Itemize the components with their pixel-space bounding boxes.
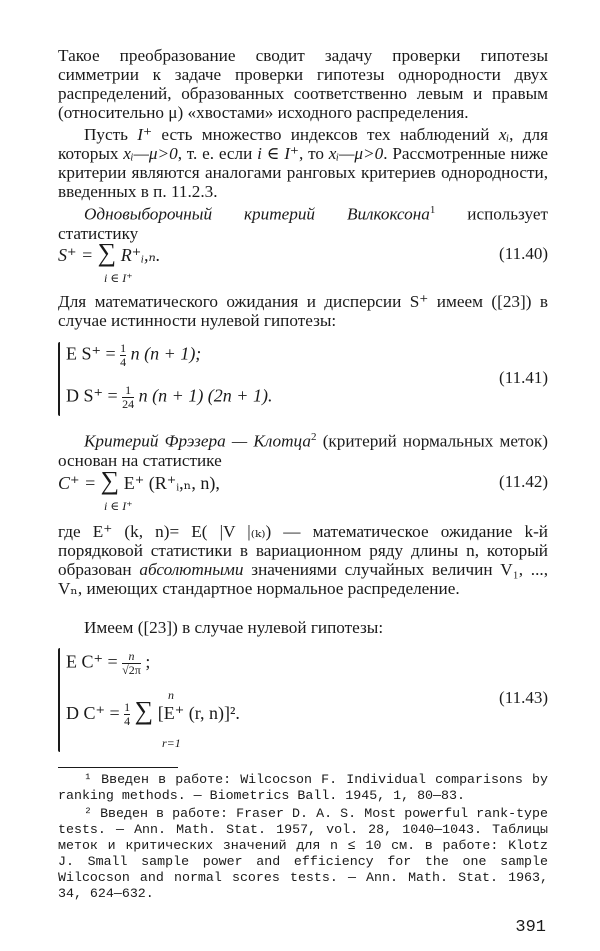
fraction: $\frac{n}{√2\pi}$ [122,649,141,677]
equation-11-42 [58,468,548,518]
equation-number: (11.41) [499,368,548,387]
sum-subscript: i ∈ I⁺ [104,271,133,285]
equation-lhs: S⁺ = [58,245,98,265]
math-inline: xᵢ [498,125,510,144]
equation-line-1: E C⁺ = $\frac{n}{√2\pi}$ ; [66,649,151,677]
equation-line-2: D C⁺ = $\frac{1}{4}$ ∑ [E⁺ (r, n)]². [66,696,240,729]
text-run: (критерий нормальных меток) основан на статистике [58,431,549,470]
equation-lhs: C⁺ = [58,473,101,493]
equation-number: (11.43) [499,688,548,707]
footnote-separator [58,767,178,768]
emphasis: абсолютными [139,560,244,579]
equation-term: E⁺ (R⁺ᵢ,ₙ, n), [123,473,220,493]
equation-line-1: E S⁺ = $\frac{1}{4}$ n (n + 1); [66,341,202,369]
text-run: использует статистику [58,204,548,243]
paragraph-expectation-definition [58,522,548,598]
system-brace [58,648,60,752]
text-run: , т. е. если [177,144,258,163]
equation-number: (11.42) [499,472,548,491]
sum-lower-limit: r=1 [162,736,181,750]
footnote-1 [58,772,548,804]
paragraph-null-hypothesis [58,618,548,637]
paragraph-index-set [58,125,548,201]
text-run: где E⁺ (k, n)= E( |V |₍ₖ₎) — математическое ожидание k-й порядковой статистики в вариационном ряду длины n, который образован [58,522,548,579]
equation-11-40 [58,240,548,290]
paragraph-symmetry-reduction [58,46,548,122]
footnote-text: ¹ Введен в работе: Wilcocson F. Individual comparisons by ranking methods. — Biometrics Ball. 1945, 1, 80—83. [58,772,548,803]
text-run: значениями случайных величин V₁, ..., Vₙ, имеющих стандартное нормальное распределение. [58,560,548,598]
fraction: $\frac{1}{4}$ [124,700,131,729]
paragraph-wilcoxon-intro [58,201,548,243]
text-run: . Рассмотренные ниже критерии являются аналогами ранговых критериев однородности, введенных в п. 11.2.3. [58,144,548,201]
term-wilcoxon: Одновыборочный критерий Вилкоксона [84,204,430,224]
fraction: $\frac{1}{4}$ [120,341,127,369]
paragraph-text: Для математического ожидания и дисперсии S⁺ имеем ([23]) в случае истинности нулевой гипотезы: [58,292,548,330]
equation-11-43 [58,644,548,756]
text-run: , для которых [58,125,548,163]
footnote-text: ² Введен в работе: Fraser D. A. S. Most powerful rank-type tests. — Ann. Math. Stat. 1957, vol. 28, 1040—1043. Таблицы меток и критических значений для n ≤ 10 см. в работе: Klotz J. Small sample power and efficiency for the one sample Wilcocson and normal scores tests. — Ann. Math. Stat. 1963, 34, 624—632. [58,806,548,901]
system-brace [58,342,60,416]
fraction: $\frac{1}{24}$ [122,383,135,411]
sum-symbol: ∑ [134,696,154,725]
term-fraser-klotz: Критерий Фрэзера — Клотца [84,431,311,451]
equation-number: (11.40) [499,244,548,263]
equation-line-2: D S⁺ = $\frac{1}{24}$ n (n + 1) (2n + 1). [66,383,273,411]
math-inline: xᵢ—μ>0 [123,144,178,163]
sum-symbol: ∑ [100,466,120,495]
sum-upper-limit: n [168,688,174,702]
paragraph-fraser-klotz [58,428,548,470]
math-inline: i ∈ I⁺ [257,144,299,163]
equation-11-41 [58,338,548,422]
sum-subscript: i ∈ I⁺ [104,499,133,513]
text-run: Пусть [84,125,138,144]
math-inline: xᵢ—μ>0 [328,144,384,163]
paragraph-text: Имеем ([23]) в случае нулевой гипотезы: [84,618,384,637]
footnote-ref[interactable]: 1 [429,204,436,216]
math-inline: I⁺ [137,125,153,144]
text-run: , то [299,144,329,163]
text-run: есть множество индексов тех наблюдений [152,125,499,144]
sum-symbol: ∑ [97,238,117,267]
paragraph-moments [58,292,548,330]
paragraph-text: Такое преобразование сводит задачу проверки гипотезы симметрии к задаче проверки гипотезы однородности двух распределений, образованных соответственно левым и правым (относительно μ) «хвостами» исходного распределения. [58,46,548,122]
page-number: 391 [515,918,546,937]
equation-term: R⁺ᵢ,ₙ. [120,245,161,265]
footnote-ref[interactable]: 2 [310,431,317,443]
footnote-2 [58,806,548,902]
